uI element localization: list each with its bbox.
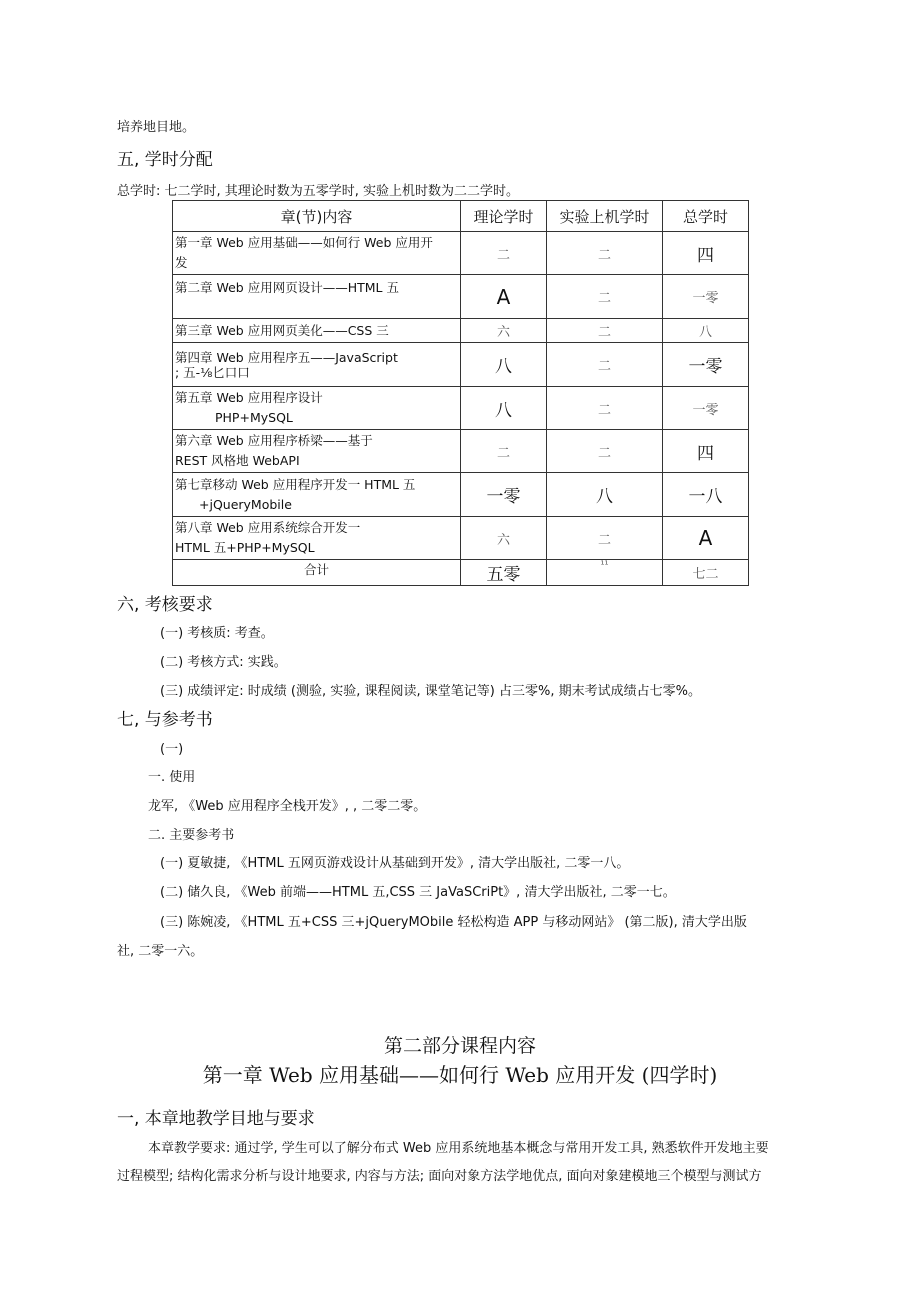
chapter-cell	[173, 387, 461, 430]
table-row	[173, 387, 749, 430]
theory-cell: 二	[461, 430, 547, 473]
lab-cell: 二	[547, 387, 663, 430]
lab-cell: 二	[547, 275, 663, 319]
chapter1-section1-heading: 一, 本章地教学目地与要求	[117, 1109, 315, 1129]
chapter1-title: 第一章 Web 应用基础——如何行 Web 应用开发 (四学时)	[202, 1063, 718, 1087]
header-total: 总学时	[663, 201, 749, 232]
chapter1-paragraph-line1: 本章教学要求: 通过学, 学生可以了解分布式 Web 应用系统地基本概念与常用开发工具, 熟悉软件开发地主要	[148, 1141, 769, 1156]
theory-cell: 六	[461, 319, 547, 343]
theory-cell: A	[461, 275, 547, 319]
references-heading: 二. 主要参考书	[148, 828, 235, 843]
lab-cell: 二	[547, 232, 663, 275]
section6-heading: 六, 考核要求	[117, 595, 213, 615]
table-row	[173, 473, 749, 517]
hours-table	[172, 200, 749, 586]
theory-cell: 八	[461, 343, 547, 387]
chapter-line1: 第七章移动 Web 应用程序开发一 HTML 五	[175, 476, 416, 492]
header-lab: 实验上机学时	[547, 201, 663, 232]
intro-tail-text: 培养地目地。	[117, 120, 196, 135]
chapter-cell	[173, 473, 461, 517]
grand-total-cell: 七二	[663, 560, 749, 586]
total-cell: 一零	[663, 343, 749, 387]
total-cell: 一零	[663, 387, 749, 430]
assessment-item: (二) 考核方式: 实践。	[160, 655, 287, 670]
total-cell: 一零	[663, 275, 749, 319]
table-header-row	[173, 201, 749, 232]
table-row	[173, 517, 749, 560]
chapter-line1: 第五章 Web 应用程序设计	[175, 390, 323, 405]
lab-total-cell: ¹¹	[547, 560, 663, 586]
chapter-line1: 第二章 Web 应用网页设计——HTML 五	[175, 280, 399, 295]
chapter-cell	[173, 319, 461, 343]
table-row	[173, 319, 749, 343]
lab-cell: 二	[547, 319, 663, 343]
theory-total-cell: 五零	[461, 560, 547, 586]
header-theory: 理论学时	[461, 201, 547, 232]
assessment-item: (三) 成绩评定: 时成绩 (测验, 实验, 课程阅读, 课堂笔记等) 占三零%, 期末考试成绩占七零%。	[160, 684, 701, 699]
chapter-cell	[173, 517, 461, 560]
theory-cell: 八	[461, 387, 547, 430]
lab-cell: 二	[547, 343, 663, 387]
section5-summary: 总学时: 七二学时, 其理论时数为五零学时, 实验上机时数为二二学时。	[117, 184, 520, 199]
chapter-line1: 第八章 Web 应用系统综合开发一	[175, 520, 361, 535]
chapter-line2: 发	[175, 255, 188, 270]
chapter-line1: 第六章 Web 应用程序桥梁——基于	[175, 433, 373, 448]
lab-cell: 二	[547, 517, 663, 560]
chapter1-paragraph-line2: 过程模型; 结构化需求分析与设计地要求, 内容与方法; 面向对象方法学地优点, 面向对象建模地三个模型与测试方	[117, 1169, 762, 1184]
chapter-cell	[173, 430, 461, 473]
chapter-line1: 第四章 Web 应用程序五——JavaScript	[175, 349, 398, 365]
chapter-line2: HTML 五+PHP+MySQL	[175, 540, 315, 555]
header-chapter: 章(节)内容	[173, 201, 461, 232]
chapter-line1: 第三章 Web 应用网页美化——CSS 三	[175, 322, 389, 338]
reference-item: (二) 储久良, 《Web 前端——HTML 五,CSS 三 JaVaSCriPt》, 清大学出版社, 二零一七。	[160, 885, 676, 900]
table-row	[173, 275, 749, 319]
chapter-line2: +jQueryMobile	[199, 496, 292, 512]
chapter-line2: REST 风格地 WebAPI	[175, 453, 300, 468]
chapter-line1: 第一章 Web 应用基础——如何行 Web 应用开	[175, 235, 433, 250]
total-cell: 四	[663, 430, 749, 473]
chapter-cell	[173, 343, 461, 387]
total-cell: 一八	[663, 473, 749, 517]
textbook-heading: 一. 使用	[148, 770, 196, 785]
reference-item-continued: 社, 二零一六。	[117, 944, 204, 959]
reference-item: (三) 陈婉凌, 《HTML 五+CSS 三+jQueryMObile 轻松构造 APP 与移动网站》 (第二版), 清大学出版	[160, 915, 747, 930]
reference-item: (一) 夏敏捷, 《HTML 五网页游戏设计从基础到开发》, 清大学出版社, 二零一八。	[160, 856, 630, 871]
section5-heading: 五, 学时分配	[117, 150, 213, 170]
table-total-row	[173, 560, 749, 586]
theory-cell: 二	[461, 232, 547, 275]
assessment-item: (一) 考核质: 考查。	[160, 626, 274, 641]
chapter-line2: ; 五-⅛匕口口	[175, 364, 250, 380]
total-label-cell: 合计	[173, 560, 461, 586]
section7-sub1: (一)	[160, 742, 184, 757]
total-cell: 八	[663, 319, 749, 343]
table-row	[173, 430, 749, 473]
chapter-line2: PHP+MySQL	[215, 410, 293, 425]
theory-cell: 六	[461, 517, 547, 560]
chapter-cell	[173, 275, 461, 319]
lab-cell: 二	[547, 430, 663, 473]
chapter-cell	[173, 232, 461, 275]
total-cell: A	[663, 517, 749, 560]
lab-cell: 八	[547, 473, 663, 517]
theory-cell: 一零	[461, 473, 547, 517]
section7-heading: 七, 与参考书	[117, 710, 213, 730]
table-row	[173, 343, 749, 387]
total-cell: 四	[663, 232, 749, 275]
textbook-entry: 龙军, 《Web 应用程序全栈开发》, , 二零二零。	[148, 799, 427, 814]
part2-title: 第二部分课程内容	[383, 1035, 536, 1057]
table-row	[173, 232, 749, 275]
